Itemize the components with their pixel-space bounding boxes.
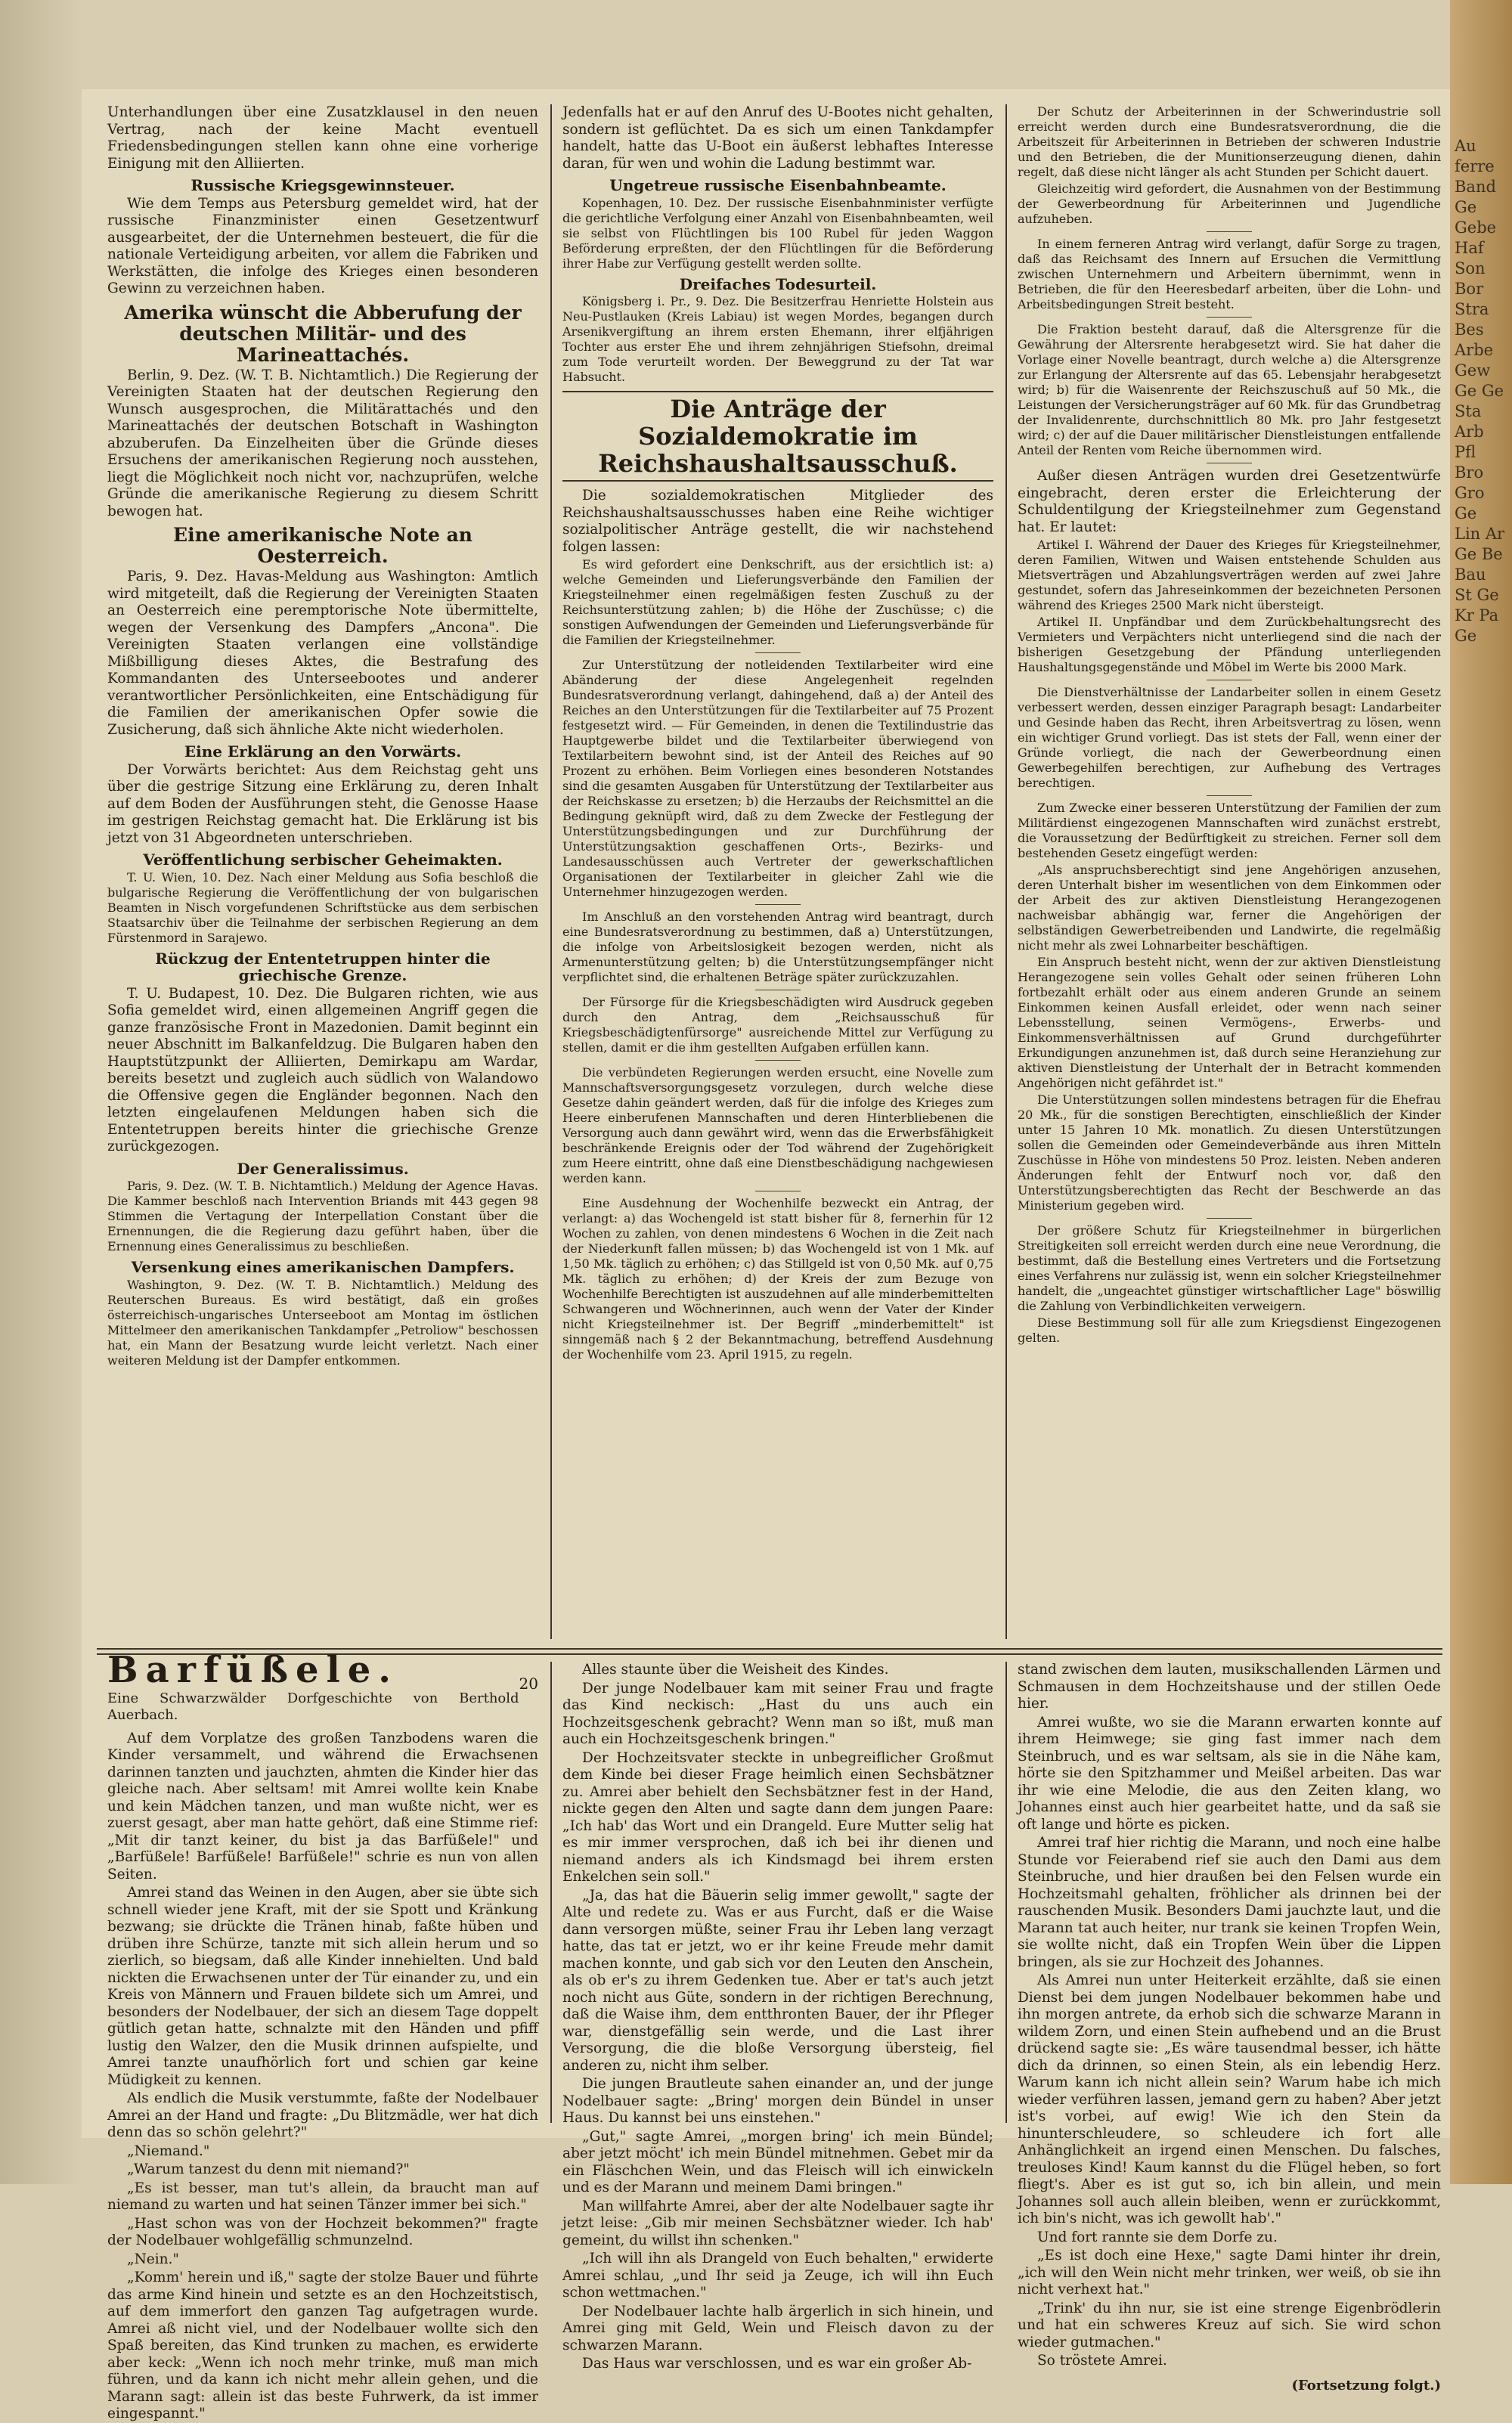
- story-paragraph: „Es ist besser, man tut's allein, da braucht man auf niemand zu warten und hat seinen Tänzer immer bei sich.": [107, 2180, 538, 2213]
- story-paragraph: Amrei traf hier richtig die Marann, und noch eine halbe Stunde vor Feierabend rief sie auch den Dami aus dem Steinbruche, und hier draußen bei den Felsen wurde ein Hochzeitsmahl gehalten, fröhlicher als drinnen bei der rauschenden Musik. Besonders Dami jauchzte laut, und die Marann tat auch heiter, nur trank sie keinen Tropfen Wein, sie wollte nicht, daß ein Tropfen Wein über die Lippen bringen, als sie zur Hochzeit des Johannes.: [1018, 1835, 1441, 1970]
- story-paragraph: Der Nodelbauer lachte halb ärgerlich in sich hinein, und Amrei ging mit Geld, Wein und Fleisch davon zu der schwarzen Marann.: [562, 2303, 993, 2353]
- serial-column-1: [107, 1649, 538, 2421]
- article-text: Die Unterstützungen sollen mindestens betragen für die Ehefrau 20 Mk., für die sonstigen Berechtigten, einschließlich der Kinder unter 15 Jahren 10 Mk. monatlich. Zu diesen Unterstützungen sollen die Gemeinden oder Gemeindeverbände aus ihren Mitteln Zuschüsse in Höhe von mindestens 50 Proz. leisten. Neben anderen Änderungen fehlt der Entwurf noch vor, daß den Unterstützungsberechtigten das Recht der Beschwerde an das Ministerium gegeben wird.: [1018, 1092, 1441, 1213]
- story-paragraph: „Es ist doch eine Hexe," sagte Dami hinter ihr drein, „ich will den Wein nicht mehr trinken, wer weiß, ob sie ihn nicht verhext hat.": [1018, 2248, 1441, 2298]
- adjacent-page-edge: [1450, 0, 1512, 2184]
- story-paragraph: „Ja, das hat die Bäuerin selig immer gewollt," sagte der Alte und redete zu. Was er aus Furcht, daß er die Waise dann versorgen müßte, seiner Frau ihr Leben lang verzagt hatte, das tat er jetzt, wo er ihr keine Freude mehr damit machen konnte, und gab sich vor den Leuten den Anschein, als ob er's zu ihrem Gedenken tue. Aber er tat's auch jetzt noch nicht aus Güte, sondern in der richtigen Berechnung, daß die Waise ihm, dem entthronten Bauer, der ihr Pfleger war, dienstgefällig sein werde, und die Last ihrer Versorgung, die die bloße Versorgung übersteig, fiel anderen zu, nicht ihm selber.: [562, 1887, 993, 2074]
- article-text: Ein Anspruch besteht nicht, wenn der zur aktiven Dienstleistung Herangezogene sein volles Gehalt oder seinen früheren Lohn fortbezahlt erhält oder aus einem anderen Grunde an seinem Einkommen keinen Ausfall erleidet, oder wenn nach seiner Lebensstellung, seinen Vermögens-, Erwerbs- und Einkommensverhältnissen auf Grund durchgeführter Erkundigungen anzunehmen ist, daß durch seine Heranziehung zur aktiven Dienstleistung der Unterhalt der in Betracht kommenden Angehörigen nicht gefährdet ist.": [1018, 955, 1441, 1090]
- story-paragraph: „Warum tanzest du denn mit niemand?": [127, 2161, 410, 2177]
- story-paragraph: „Ich will ihn als Drangeld von Euch behalten," erwiderte Amrei schlau, „und Ihr seid ja Zeuge, ich will ihn Euch schon wettmachen.": [562, 2251, 993, 2301]
- story-paragraph: Alles staunte über die Weisheit des Kindes.: [582, 1662, 889, 1678]
- article-text: Zur Unterstützung der notleidenden Textilarbeiter wird eine Abänderung der diese Angelegenheit regelnden Bundesratsverordnung verlangt, dahingehend, daß a) der Anteil des Reiches an den Unterstützungen für die Textilarbeiter auf 75 Prozent festgesetzt wird. — Für Gemeinden, in denen die Textilindustrie das Hauptgewerbe bildet und die Textilarbeiter überwiegend von Textilarbeitern bewohnt sind, ist der Anteil des Reiches auf 90 Prozent zu erhöhen. Beim Vorliegen eines besonderen Notstandes sind die gesamten Ausgaben für Unterstützung der Textilarbeiter aus der Reichskasse zu ersetzen; b) die Herzaubs der Reichsmittel an die Bedingung geknüpft wird, daß zu dem Zwecke der Festlegung der Unterstützungsbedingungen und zur Durchführung der Unterstützungsaktion geschaffenen Orts-, Bezirks- und Landesausschüssen auch Vertreter der gewerkschaftlichen Organisationen der Textilarbeiter in gleicher Zahl wie die Unternehmer hinzugezogen werden.: [562, 658, 993, 899]
- headline: Eine amerikanische Note an Oesterreich.: [173, 524, 472, 567]
- article-text: Der Schutz der Arbeiterinnen in der Schwerindustrie soll erreicht werden durch eine Bundesratsverordnung, die die Arbeitszeit für Arbeiterinnen in Betrieben der schweren Industrie und den Betrieben, die der Munitionserzeugung dienen, dahin regelt, daß diese nicht länger als acht Stunden per Schicht dauert.: [1018, 104, 1441, 179]
- headline: Russische Kriegsgewinnsteuer.: [191, 176, 455, 194]
- serial-column-3: [1018, 1662, 1441, 2394]
- story-paragraph: Der junge Nodelbauer kam mit seiner Frau und fragte das Kind neckisch: „Hast du uns auch ein Hochzeitsgeschenk gebracht? Wenn man so ißt, muß man auch ein Hochzeitsgeschenk bringen.": [562, 1680, 993, 1747]
- article-text: Die Dienstverhältnisse der Landarbeiter sollen in einem Gesetz verbessert werden, dessen einziger Paragraph besagt: Landarbeiter und Gesinde haben das Recht, ihren Arbeitsvertrag zu lösen, wenn ein wichtiger Grund vorliegt. Das ist stets der Fall, wenn einer der Gründe vorliegt, die nach der Gewerbeordnung einen Gewerbegehilfen berechtigen, zur Aufhebung des Vertrages berechtigen.: [1018, 685, 1441, 790]
- news-column-1: [107, 104, 538, 1643]
- article-text: Diese Bestimmung soll für alle zum Kriegsdienst Eingezogenen gelten.: [1018, 1315, 1441, 1345]
- headline: Der Generalissimus.: [237, 1159, 409, 1178]
- story-paragraph: Das Haus war verschlossen, und es war ein großer Ab-: [582, 2356, 972, 2372]
- headline: Rückzug der Ententetruppen hinter die griechische Grenze.: [155, 949, 491, 984]
- headline: Dreifaches Todesurteil.: [679, 274, 877, 293]
- story-paragraph: Als Amrei nun unter Heiterkeit erzählte, daß sie einen Dienst bei dem jungen Nodelbauer bekommen habe und ihn morgen antrete, da erhob sich die schwarze Marann in wildem Zorn, und einen Stein aufhebend und an die Brust drückend sagte sie: „Es wäre tausendmal besser, ich hätte dich da drinnen, so einen Stein, als ein lebendig Herz. Warum kann ich nicht allein sein? Warum habe ich mich wieder verführen lassen, jemand gern zu haben? Aber jetzt ist's vorbei, auf ewig! Wie ich den Stein da hinunterschleudere, so schleudere ich fort alle Anhänglichkeit an irgend einen Menschen. Du falsches, treuloses Kind! Kaum kannst du die Flügel heben, so fort fliegt's. Aber es ist gut so, ich bin allein, und mein Johannes soll auch allein bleiben, wenn er zurückkommt, ich bin's nicht, was ich gewollt hab'.": [1018, 1972, 1441, 2226]
- article-text: „Als anspruchsberechtigt sind jene Angehörigen anzusehen, deren Unterhalt bisher im wesentlichen von dem Einkommen oder der Arbeit des zur aktiven Dienstleistung Herangezogenen nachweisbar abhängig war, ferner die Angehörigen der selbständigen Gewerbetreibenden und Landwirte, die regelmäßig nicht mehr als zwei Lohnarbeiter beschäftigen.: [1018, 863, 1441, 953]
- divider: [1207, 231, 1252, 232]
- serial-column-2: [562, 1662, 993, 2372]
- divider: [755, 652, 801, 653]
- story-paragraph: „Hast schon was von der Hochzeit bekommen?" fragte der Nodelbauer wohlgefällig schmunzelnd.: [107, 2215, 538, 2248]
- story-paragraph: Als endlich die Musik verstummte, faßte der Nodelbauer Amrei an der Hand und fragte: „Du Blitzmädle, wer hat dich denn das so schön gelehrt?": [107, 2090, 538, 2140]
- serial-number: 20: [519, 1675, 538, 1693]
- story-paragraph: Der Hochzeitsvater steckte in unbegreiflicher Großmut dem Kinde bei dieser Frage heimlich einen Sechsbätzner zu. Amrei aber behielt den Sechsbätzner fest in der Hand, nickte gegen den Alten und sagte dann dem jungen Paare: „Ich hab' das Wort und ein Drangeld. Eure Mutter selig hat es mir immer versprochen, daß ich bei ihr dienen und niemand anders als ich Kindsmagd bei ihrem ersten Enkelchen sein soll.": [562, 1749, 993, 1885]
- article-text: T. U. Budapest, 10. Dez. Die Bulgaren richten, wie aus Sofia gemeldet wird, einen allgemeinen Angriff gegen die ganze französische Front in Mazedonien. Damit beginnt ein neuer Abschnitt im Balkanfeldzug. Die Bulgaren haben den Hauptstützpunkt der Alliierten, Demirkapu am Wardar, bereits besetzt und zugleich auch südlich von Walandowo die Offensive gegen die Engländer begonnen. Nach den letzten eingelaufenen Meldungen haben sich die Ententetruppen bereits hinter die griechische Grenze zurückgezogen.: [107, 985, 538, 1154]
- article-intro: Jedenfalls hat er auf den Anruf des U-Bootes nicht gehalten, sondern ist geflüchtet. Da es sich um einen Tankdampfer handelt, hatte das U-Boot ein äußerst lebhaftes Interesse daran, für wen und wohin die Ladung bestimmt war.: [562, 104, 993, 172]
- column-rule: [550, 104, 552, 1639]
- story-paragraph: So tröstete Amrei.: [1037, 2353, 1167, 2369]
- story-paragraph: „Gut," sagte Amrei, „morgen bring' ich mein Bündel; aber jetzt möcht' ich mein Bündel mitnehmen. Gebet mir da ein Fläschchen Wein, und das Fleisch will ich einwickeln und es der Marann und meinem Dami bringen.": [562, 2128, 993, 2195]
- book-spine: [0, 0, 82, 2184]
- article-text: T. U. Wien, 10. Dez. Nach einer Meldung aus Sofia beschloß die bulgarische Regierung die Veröffentlichung der von bulgarischen Beamten in Nisch vorgefundenen Schriftstücke aus dem serbischen Staatsarchiv über die Teilnahme der serbischen Regierung an dem Fürstenmord in Sarajewo.: [107, 869, 538, 945]
- divider: [1207, 795, 1252, 796]
- article-text: Washington, 9. Dez. (W. T. B. Nichtamtlich.) Meldung des Reuterschen Bureaus. Es wird bestätigt, daß ein großes österreichisch-ungarisches Unterseeboot am Montag im östlichen Mittelmeer den amerikanischen Tankdampfer „Petroliow" beschossen hat, ein Mann der Besatzung wurde leicht verletzt. Nach einer weiteren Meldung ist der Dampfer entkommen.: [107, 1277, 538, 1368]
- serial-header: [107, 1649, 538, 1693]
- story-paragraph: Man willfahrte Amrei, aber der alte Nodelbauer sagte ihr jetzt leise: „Gib mir meinen Sechsbätzner wieder. Ich hab' gemeint, du willst ihn schenken.": [562, 2198, 993, 2248]
- article-text: Artikel I. Während der Dauer des Krieges für Kriegsteilnehmer, deren Familien, Witwen und Waisen entstehende Schulden aus Mietsverträgen und Abzahlungsverträgen werden auf zwei Jahre gestundet, sofern das Jahreseinkommen der bezeichneten Personen während des Krieges 2500 Mark nicht übersteigt.: [1018, 538, 1441, 612]
- article-intro: Unterhandlungen über eine Zusatzklausel in den neuen Vertrag, nach der keine Macht eventuell Friedensbedingungen stellen kann ohne eine vorherige Einigung mit den Alliierten.: [107, 104, 538, 172]
- headline: Ungetreue russische Eisenbahnbeamte.: [609, 176, 947, 194]
- news-column-3: [1018, 104, 1441, 1643]
- headline: Versenkung eines amerikanischen Dampfers.: [131, 1258, 515, 1276]
- adjacent-page-fragment: Au ferre Band Ge Gebe Haf Son Bor Stra Bes Arbe Gew Ge Ge Sta Arb Pfl Bro Gro Ge Lin Ar Ge Be Bau St Ge Kr Pa Ge: [1455, 137, 1505, 645]
- article-text: Gleichzeitig wird gefordert, die Ausnahmen von der Bestimmung der Gewerbeordnung für Arbeiterinnen und Jugendliche aufzuheben.: [1018, 181, 1441, 226]
- story-paragraph: Und fort rannte sie dem Dorfe zu.: [1037, 2229, 1278, 2245]
- article-text: Zum Zwecke einer besseren Unterstützung der Familien der zum Militärdienst eingezogenen Mannschaften wird zunächst erstrebt, die Voraussetzung der Bedürftigkeit zu streichen. Ferner soll dem bestehenden Gesetz eingefügt werden:: [1018, 801, 1441, 860]
- divider: [755, 904, 801, 905]
- headline: Amerika wünscht die Abberufung der deutschen Militär- und des Marineattachés.: [124, 301, 522, 366]
- article-text: Königsberg i. Pr., 9. Dez. Die Besitzerfrau Henriette Holstein aus Neu-Pustlauken (Kreis Labiau) ist wegen Mordes, begangen durch Arsenikvergiftung an ihrem ersten Ehemann, ihrer elfjährigen Tochter aus erster Ehe und ihrem zehnjährigen Stiefsohn, dreimal zum Tode verurteilt worden. Der Beweggrund zu der Tat war Habsucht.: [562, 294, 993, 384]
- article-text: Kopenhagen, 10. Dez. Der russische Eisenbahnminister verfügte die gerichtliche Verfolgung einer Anzahl von Eisenbahnbeamten, weil sie selbst von Flüchtlingen bis 100 Rubel für jeden Waggon Beförderung erpreßten, der den Flüchtlingen für die Beförderung ihrer Habe zur Verfügung gestellt werden sollte.: [562, 195, 993, 271]
- article-text: Die Fraktion besteht darauf, daß die Altersgrenze für die Gewährung der Altersrente herabgesetzt wird. Sie hat daher die Vorlage einer Novelle beantragt, durch welche a) die Altersgrenze zur Erlangung der Altersrente auf das 65. Lebensjahr herabgesetzt wird; b) für die Waisenrente der Reichszuschuß auf 50 Mk., die Leistungen der Versicherungsträger auf 60 Mk. für das Grundbetrag der Invalidenrente, durchschnittlich 80 Mk. pro Jahr festgesetzt wird; c) der auf die Dauer militärischer Dienstleistungen entfallende Anteil der Renten vom Reiche übernommen wird.: [1018, 322, 1441, 457]
- story-paragraph: „Nein.": [127, 2251, 179, 2267]
- story-paragraph: „Trink' du ihn nur, sie ist eine strenge Eigenbrödlerin und hat ein schweres Kreuz auf sich. Sie wird schon wieder gutmachen.": [1018, 2300, 1441, 2350]
- divider: [755, 1060, 801, 1061]
- serial-subtitle: Eine Schwarzwälder Dorfgeschichte von Berthold Auerbach.: [107, 1690, 519, 1723]
- article-text: Artikel II. Unpfändbar und dem Zurückbehaltungsrecht des Vermieters und Verpächters nicht unterliegend sind die nach der bisherigen Gesetzgebung der Pfändung unterliegenden Haushaltungsgegenstände und Möbel im Werte bis 2000 Mark.: [1018, 615, 1441, 674]
- news-column-2: [562, 104, 993, 1643]
- article-text: Die sozialdemokratischen Mitglieder des Reichshaushaltsausschusses haben eine Reihe wichtiger sozialpolitischer Anträge gestellt, die wir nachstehend folgen lassen:: [562, 488, 993, 555]
- story-paragraph: „Niemand.": [127, 2143, 210, 2159]
- article-text: In einem ferneren Antrag wird verlangt, dafür Sorge zu tragen, daß das Reichsamt des Innern auf Ersuchen die Vermittlung zwischen Unternehmern und Arbeitern übernimmt, wenn in Betrieben, die für den Heeresbedarf arbeiten, über die Lohn- und Arbeitsbedingungen Streit besteht.: [1018, 237, 1441, 311]
- story-paragraph: stand zwischen dem lauten, musikschallenden Lärmen und Schmausen in dem Hochzeitshause und der stillen Oede hier.: [1018, 1662, 1441, 1712]
- story-paragraph: Amrei stand das Weinen in den Augen, aber sie übte sich schnell wieder jene Kraft, mit der sie Spott und Kränkung bezwang; sie drückte die Tränen hinab, faßte hüben und drüben ihre Schürze, tanzte mit sich allein herum und so zierlich, so biegsam, daß alle Kinder innehielten. Und bald nickten die Erwachsenen unter der Tür einander zu, und ein Kreis von Männern und Frauen bildete sich um Amrei, und besonders der Nodelbauer, der sich an diesem Tage doppelt gütlich getan hatte, schnalzte mit den Händen und pfiff lustig den Walzer, den die Musik drinnen aufspielte, und Amrei tanzte unaufhörlich fort und schien gar keine Müdigkeit zu kennen.: [107, 1885, 538, 2088]
- story-paragraph: „Komm' herein und iß," sagte der stolze Bauer und führte das arme Kind hinein und setzte es an den Hochzeitstisch, auf dem immerfort den ganzen Tag aufgetragen wurde. Amrei aß nicht viel, und der Nodelbauer wollte sich den Spaß bereiten, das Kind trunken zu machen, es erwiderte aber keck: „Wenn ich noch mehr trinke, muß man mich führen, und da kann ich nicht mehr allein gehen, und die Marann sagt: allein ist das beste Fuhrwerk, da ist immer eingespannt.": [107, 2270, 538, 2421]
- article-text: Eine Ausdehnung der Wochenhilfe bezweckt ein Antrag, der verlangt: a) das Wochengeld ist statt bisher für 8, fernerhin für 12 Wochen zu zahlen, von denen mindestens 6 Wochen in die Zeit nach der Niederkunft fallen müssen; b) das Wochengeld ist von 1 Mk. auf 1,50 Mk. täglich zu erhöhen; c) das Stillgeld ist von 0,50 Mk. auf 0,75 Mk. täglich zu erhöhen; d) der Kreis der zum Bezuge von Wochenhilfe Berechtigten ist auszudehnen auf alle minderbemittelten Schwangeren und Wöchnerinnen, auch wenn der Vater der Kinder nicht Kriegsteilnehmer ist. Der Begriff „minderbemittelt" ist sinngemäß nach § 2 der Bekanntmachung, betreffend Ausdehnung der Wochenhilfe vom 23. April 1915, zu regeln.: [562, 1196, 993, 1362]
- divider: [1207, 1218, 1252, 1219]
- newspaper-page: [82, 89, 1450, 2421]
- article-text: Wie dem Temps aus Petersburg gemeldet wird, hat der russische Finanzminister einen Gesetzentwurf ausgearbeitet, der die Unternehmen besteuert, die für die nationale Verteidigung arbeiten, vor allem die Fabriken und Werkstätten, die infolge des Krieges einen besonderen Gewinn zu verzeichnen haben.: [107, 195, 538, 296]
- story-paragraph: Auf dem Vorplatze des großen Tanzbodens waren die Kinder versammelt, und während die Erwachsenen darinnen tanzten und jauchzten, ahmten die Kinder hier das gleiche nach. Aber seltsam! mit Amrei wollte kein Knabe und kein Mädchen tanzen, und man wußte nicht, wer es zuerst gesagt, aber man hatte gehört, daß eine Stimme rief: „Mit dir tanzt keiner, du bist ja das Barfüßele!" und „Barfüßele! Barfüßele! Barfüßele!" schrie es nun von allen Seiten.: [107, 1730, 538, 1882]
- column-rule: [550, 1662, 552, 2123]
- headline: Veröffentlichung serbischer Geheimakten.: [143, 851, 503, 869]
- article-text: Berlin, 9. Dez. (W. T. B. Nichtamtlich.) Die Regierung der Vereinigten Staaten hat der deutschen Regierung den Wunsch ausgesprochen, die Militärattachés und den Marineattachés der deutschen Botschaft in Washington abzuberufen. Da Einzelheiten über die Gründe dieses Ersuchens der amerikanischen Regierung noch ausstehen, liegt die Möglichkeit noch nicht vor, nachzuprüfen, welche Gründe die amerikanische Regierung zu diesem Schritt bewogen hat.: [107, 367, 538, 519]
- article-text: Der Fürsorge für die Kriegsbeschädigten wird Ausdruck gegeben durch den Antrag, dem „Reichsausschuß für Kriegsbeschädigtenfürsorge" ausreichende Mittel zur Verfügung zu stellen, damit er die ihm gestellten Aufgaben erfüllen kann.: [562, 995, 993, 1055]
- article-text: Paris, 9. Dez. (W. T. B. Nichtamtlich.) Meldung der Agence Havas. Die Kammer beschloß nach Intervention Briands mit 443 gegen 98 Stimmen die Vertagung der Interpellation Constant über die Ernennungen, die die Regierung dazu geführt haben, über die Ernennung eines Generalissimus zu beschließen.: [107, 1179, 538, 1253]
- serial-title: Barfüßele.: [107, 1649, 398, 1691]
- column-rule: [1005, 1662, 1007, 2123]
- article-text: Es wird gefordert eine Denkschrift, aus der ersichtlich ist: a) welche Gemeinden und Lieferungsverbände den Familien der Kriegsteilnehmer einen regelmäßigen festen Zuschuß zu der Reichsunterstützung zahlen; b) die Höhe der Zuschüsse; c) die sonstigen Aufwendungen der Gemeinden und Lieferungsverbände für die Familien der Kriegsteilnehmer.: [562, 557, 993, 647]
- continued-note: (Fortsetzung folgt.): [1291, 2377, 1441, 2394]
- article-text: Paris, 9. Dez. Havas-Meldung aus Washington: Amtlich wird mitgeteilt, daß die Regierung der Vereinigten Staaten an Oesterreich eine peremptorische Note übermittelte, wegen der Versenkung des Dampfers „Ancona". Die Vereinigten Staaten verlangen eine vollständige Mißbilligung dieses Aktes, die Bestrafung des Kommandanten des Unterseebootes und anderer verantwortlicher Persönlichkeiten, eine Entschädigung für die Familien der amerikanischen Opfer sowie die Zusicherung, daß sich ähnliche Akte nicht wiederholen.: [107, 569, 538, 738]
- headline: Eine Erklärung an den Vorwärts.: [184, 742, 462, 761]
- column-rule: [1005, 104, 1007, 1639]
- article-text: Außer diesen Anträgen wurden drei Gesetzentwürfe eingebracht, deren erster die Erleichterung der Schuldentilgung der Kriegsteilnehmer zum Gegenstand hat. Er lautet:: [1018, 468, 1441, 535]
- article-text: Die verbündeten Regierungen werden ersucht, eine Novelle zum Mannschaftsversorgungsgesetz vorzulegen, durch welche diese Gesetze dahin geändert werden, daß für die infolge des Krieges zum Heere einberufenen Mannschaften und deren Hinterbliebenen die Versorgung auch dann gewährt wird, wenn das die Erwerbsfähigkeit beschränkende Ereignis oder der Tod während der Zugehörigkeit zum Heere eintritt, ohne daß eine Dienstbeschädigung nachgewiesen werden kann.: [562, 1065, 993, 1185]
- article-text: Im Anschluß an den vorstehenden Antrag wird beantragt, durch eine Bundesratsverordnung zu bestimmen, daß a) Unterstützungen, die infolge von Arbeitslosigkeit bezogen werden, nicht als Armenunterstützung gelten; b) die Unterstützungsempfänger nicht verpflichtet sind, die erhaltenen Beträge später zurückzuzahlen.: [562, 909, 993, 984]
- article-text: Der Vorwärts berichtet: Aus dem Reichstag geht uns über die gestrige Sitzung eine Erklärung zu, deren Inhalt auf dem Boden der Ausführungen steht, die Genosse Haase im gestrigen Reichstag gemacht hat. Die Erklärung ist bis jetzt von 31 Abgeordneten unterschrieben.: [107, 761, 538, 846]
- headline-main: Die Anträge der Sozialdemokratie im Reichshaushaltsausschuß.: [562, 391, 993, 482]
- article-text: Der größere Schutz für Kriegsteilnehmer in bürgerlichen Streitigkeiten soll erreicht werden durch eine neue Verordnung, die bestimmt, daß die Bestellung eines Vertreters und die Fortsetzung eines Verfahrens nur zulässig ist, wenn ein solcher Kriegsteilnehmer handelt, die „ungeachtet günstiger wirtschaftlicher Lage" böswillig die Zahlung von Verbindlichkeiten verweigern.: [1018, 1223, 1441, 1313]
- story-paragraph: Amrei wußte, wo sie die Marann erwarten konnte auf ihrem Heimwege; sie ging fast immer nach dem Steinbruch, und es war seltsam, als sie in die Nähe kam, hörte sie den Spitzhammer und Meißel arbeiten. Das war ihr wie eine Melodie, die aus den Zeiten klang, wo Johannes einst auch hier gearbeitet hatte, und da saß sie oft lange und hörte es picken.: [1018, 1714, 1441, 1833]
- story-paragraph: Die jungen Brautleute sahen einander an, und der junge Nodelbauer sagte: „Bring' morgen dein Bündel in unser Haus. Du kannst bei uns einstehen.": [562, 2076, 993, 2126]
- divider: [1207, 317, 1252, 318]
